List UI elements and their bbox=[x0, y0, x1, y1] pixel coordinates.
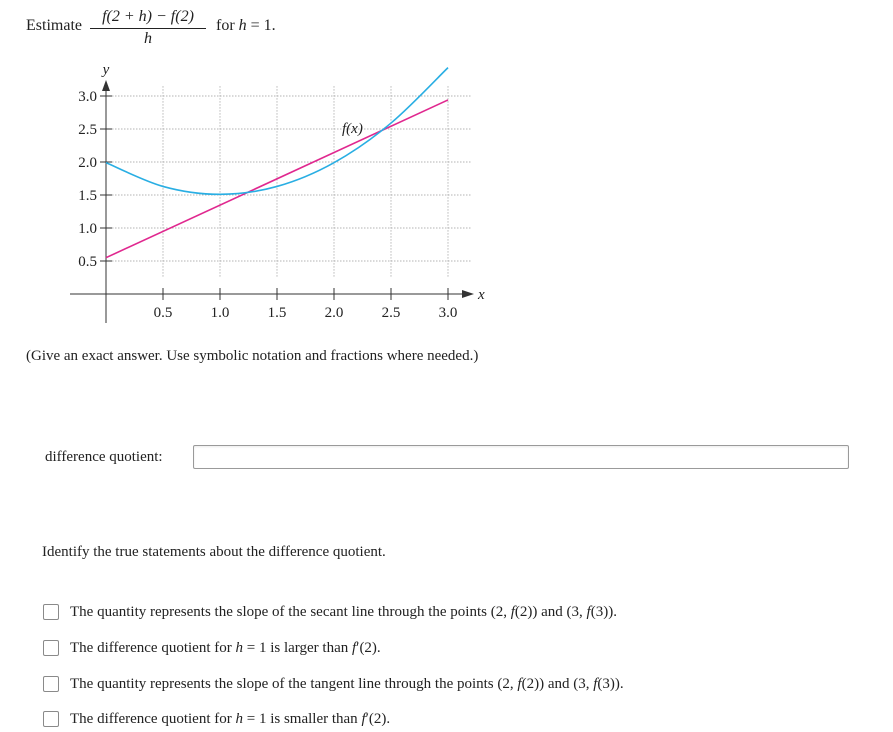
option-text-part: (3)). bbox=[597, 675, 624, 692]
difference-quotient-label: difference quotient: bbox=[45, 449, 163, 465]
option-checkbox[interactable] bbox=[43, 676, 59, 692]
option-checkbox[interactable] bbox=[43, 604, 59, 620]
option-text-part: (2)) and (3, bbox=[521, 675, 594, 692]
y-tick-label: 2.5 bbox=[78, 122, 97, 138]
option-larger-than-derivative[interactable] bbox=[43, 638, 381, 658]
identify-prompt: Identify the true statements about the difference quotient. bbox=[42, 544, 386, 560]
x-tick-label: 3.0 bbox=[438, 305, 458, 321]
x-tick-label: 2.0 bbox=[324, 305, 344, 321]
x-tick-label: 1.5 bbox=[267, 305, 287, 321]
y-axis-arrow bbox=[102, 80, 110, 91]
option-f-symbol: f bbox=[361, 710, 366, 727]
option-text-part: = 1 is smaller than bbox=[242, 710, 362, 727]
y-tick-label: 1.5 bbox=[78, 188, 97, 204]
y-tick-label: 3.0 bbox=[78, 89, 97, 105]
h-condition bbox=[216, 17, 276, 35]
option-text bbox=[70, 604, 617, 621]
option-text-part: The quantity represents the slope of the tangent line through the points (2, bbox=[70, 675, 518, 692]
option-text bbox=[70, 640, 381, 657]
option-checkbox[interactable] bbox=[43, 640, 59, 656]
fraction-numerator: f(2 + h) − f(2) bbox=[102, 8, 194, 25]
y-axis-label: y bbox=[102, 62, 110, 78]
option-text-part: The quantity represents the slope of the secant line through the points (2, bbox=[70, 603, 511, 620]
option-h-symbol: h bbox=[235, 710, 243, 727]
option-text-part: ′(2). bbox=[356, 639, 381, 656]
option-f-symbol: f bbox=[586, 603, 591, 620]
answer-instructions: (Give an exact answer. Use symbolic notation and fractions where needed.) bbox=[26, 348, 479, 364]
option-secant-line[interactable] bbox=[43, 602, 617, 622]
option-checkbox[interactable] bbox=[43, 711, 59, 727]
difference-quotient-input[interactable] bbox=[193, 445, 849, 469]
x-axis-arrow bbox=[462, 290, 474, 298]
option-text-part: = 1 is larger than bbox=[242, 639, 352, 656]
option-f-symbol: f bbox=[517, 675, 522, 692]
h-value: = 1. bbox=[246, 17, 276, 34]
curve-label: f(x) bbox=[342, 121, 363, 137]
y-tick-label: 1.0 bbox=[78, 221, 97, 237]
x-tick-label: 1.0 bbox=[210, 305, 230, 321]
h-variable: h bbox=[238, 17, 247, 34]
option-text-part: The difference quotient for bbox=[70, 710, 236, 727]
estimate-word: Estimate bbox=[26, 17, 82, 34]
y-tick-label: 2.0 bbox=[78, 155, 97, 171]
function-graph bbox=[0, 58, 500, 328]
axis-labels bbox=[78, 62, 485, 321]
option-f-symbol: f bbox=[351, 639, 357, 656]
x-tick-label: 2.5 bbox=[381, 305, 401, 321]
option-text-part: The difference quotient for bbox=[70, 639, 236, 656]
option-text-part: ′(2). bbox=[365, 710, 391, 727]
fraction-denominator: h bbox=[144, 30, 152, 47]
option-text bbox=[70, 676, 624, 693]
option-f-symbol: f bbox=[510, 603, 515, 620]
y-tick-label: 0.5 bbox=[78, 254, 97, 270]
fraction-bar bbox=[90, 28, 206, 29]
for-text: for bbox=[216, 17, 235, 34]
option-h-symbol: h bbox=[235, 639, 243, 656]
option-text bbox=[70, 711, 390, 728]
x-axis-label: x bbox=[478, 287, 485, 303]
option-f-symbol: f bbox=[593, 675, 598, 692]
option-text-part: (2)) and (3, bbox=[514, 603, 587, 620]
option-smaller-than-derivative[interactable] bbox=[43, 709, 390, 729]
option-tangent-line[interactable] bbox=[43, 674, 624, 694]
difference-quotient-fraction bbox=[90, 8, 206, 48]
option-text-part: (3)). bbox=[590, 603, 617, 620]
x-tick-label: 0.5 bbox=[153, 305, 173, 321]
